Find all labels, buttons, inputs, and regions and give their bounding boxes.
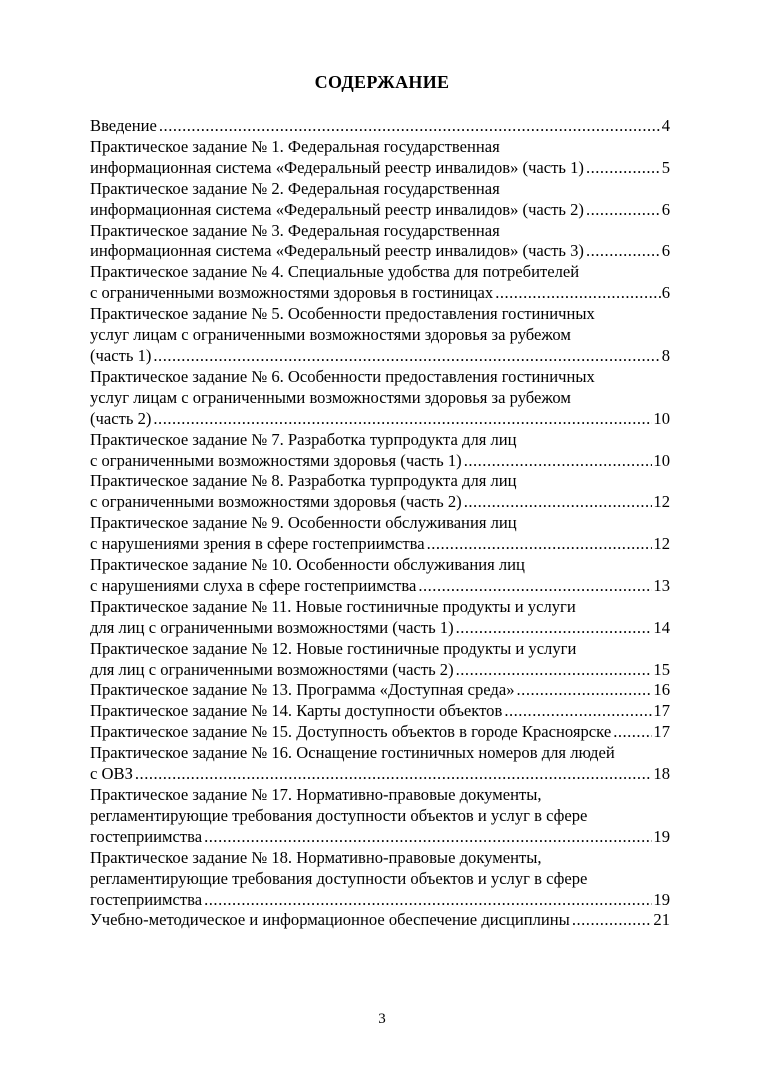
- toc-leader-dots: [204, 827, 652, 848]
- toc-entry-line: [90, 304, 670, 325]
- toc-entry[interactable]: [90, 179, 670, 221]
- toc-page-number: 21: [653, 910, 670, 930]
- toc-leader-dots: [153, 409, 652, 430]
- toc-entry-text: Практическое задание № 10. Особенности обслуживания лиц: [90, 555, 525, 575]
- toc-entry[interactable]: [90, 848, 670, 911]
- toc-leader-dots: [586, 158, 661, 179]
- toc-entry-text: информационная система «Федеральный реестр инвалидов» (часть 2): [90, 199, 584, 219]
- toc-entry[interactable]: [90, 701, 670, 722]
- toc-entry-text: Практическое задание № 7. Разработка турпродукта для лиц: [90, 429, 517, 449]
- toc-entry-text: Введение: [90, 116, 157, 135]
- toc-entry-line: [90, 137, 670, 158]
- toc-page-number: 10: [653, 450, 670, 470]
- toc-leader-dots: [456, 618, 653, 639]
- toc-leader-dots: [517, 680, 653, 701]
- toc-entry-line: [90, 660, 670, 681]
- toc-entry-line: [90, 785, 670, 806]
- toc-entry[interactable]: [90, 262, 670, 304]
- toc-entry-line: [90, 743, 670, 764]
- toc-entry[interactable]: [90, 743, 670, 785]
- toc-entry[interactable]: [90, 597, 670, 639]
- toc-entry-text: Практическое задание № 17. Нормативно-правовые документы,: [90, 785, 542, 804]
- toc-page-number: 6: [661, 241, 670, 261]
- toc-entry-text: Практическое задание № 1. Федеральная государственная: [90, 136, 500, 156]
- toc-entry-text: Практическое задание № 4. Специальные удобства для потребителей: [90, 262, 580, 282]
- toc-entry[interactable]: [90, 221, 670, 263]
- toc-page-number: 13: [653, 575, 670, 595]
- toc-leader-dots: [572, 910, 653, 931]
- toc-entry-text: с ограниченными возможностями здоровья в гостиницах: [90, 283, 494, 303]
- toc-entry-line: [90, 346, 670, 367]
- toc-entry-line: [90, 158, 670, 179]
- toc-entry-line: [90, 200, 670, 221]
- toc-entry-line: [90, 890, 670, 911]
- toc-entry-line: [90, 555, 670, 576]
- toc-page-number: 15: [653, 659, 670, 679]
- toc-entry-text: регламентирующие требования доступности объектов и услуг в сфере: [90, 805, 588, 825]
- toc-entry-line: [90, 262, 670, 283]
- toc-entry-line: [90, 451, 670, 472]
- toc-entry-text: Практическое задание № 18. Нормативно-правовые документы,: [90, 847, 542, 867]
- toc-entry-text: Практическое задание № 13. Программа «Доступная среда»: [90, 680, 515, 700]
- toc-entry[interactable]: [90, 137, 670, 179]
- toc-entry-line: [90, 367, 670, 388]
- toc-entry-text: Учебно-методическое и информационное обеспечение дисциплины: [90, 910, 570, 930]
- toc-entry[interactable]: [90, 430, 670, 472]
- toc-leader-dots: [159, 116, 661, 137]
- toc-page-number: 17: [653, 701, 670, 721]
- toc-page-number: 17: [653, 722, 670, 742]
- toc-entry-line: [90, 827, 670, 848]
- toc-leader-dots: [504, 701, 652, 722]
- toc-entry-text: для лиц с ограниченными возможностями (часть 2): [90, 659, 454, 679]
- toc-entry-line: [90, 701, 670, 722]
- toc-page-number: 4: [661, 116, 670, 135]
- toc-entry[interactable]: [90, 513, 670, 555]
- toc-entry-text: гостеприимства: [90, 889, 203, 909]
- toc-entry-line: [90, 283, 670, 304]
- toc-entry-line: [90, 325, 670, 346]
- toc-entry-line: [90, 618, 670, 639]
- toc-page-number: 19: [653, 889, 670, 909]
- toc-leader-dots: [613, 722, 652, 743]
- toc-entry-line: [90, 471, 670, 492]
- toc-entry-text: с ограниченными возможностями здоровья (часть 1): [90, 450, 462, 470]
- toc-entry-text: с ОВЗ: [90, 764, 133, 784]
- toc-entry-text: Практическое задание № 16. Оснащение гостиничных номеров для людей: [90, 743, 615, 763]
- toc-page-number: 12: [653, 534, 670, 554]
- toc-entry-line: [90, 848, 670, 869]
- toc-entry-line: [90, 639, 670, 660]
- toc-entry-line: [90, 910, 670, 931]
- toc-entry-text: для лиц с ограниченными возможностями (часть 1): [90, 617, 454, 637]
- toc-entry-text: с нарушениями зрения в сфере гостеприимства: [90, 534, 425, 554]
- toc-entry[interactable]: [90, 722, 670, 743]
- page-number: 3: [378, 1011, 386, 1027]
- toc-entry[interactable]: [90, 471, 670, 513]
- toc-entry-line: [90, 764, 670, 785]
- toc-leader-dots: [464, 451, 653, 472]
- toc-entry-line: [90, 430, 670, 451]
- toc-leader-dots: [418, 576, 652, 597]
- toc-entry[interactable]: [90, 639, 670, 681]
- page-title: СОДЕРЖАНИЕ: [314, 72, 450, 92]
- toc-page-number: 6: [661, 283, 670, 303]
- toc-entry-text: Практическое задание № 5. Особенности предоставления гостиничных: [90, 304, 595, 324]
- toc-leader-dots: [464, 492, 653, 513]
- toc-entry[interactable]: [90, 680, 670, 701]
- toc-entry-line: [90, 597, 670, 618]
- toc-entry-text: Практическое задание № 6. Особенности предоставления гостиничных: [90, 366, 595, 386]
- toc-page-number: 14: [653, 617, 670, 637]
- toc-leader-dots: [153, 346, 660, 367]
- toc-entry-line: [90, 388, 670, 409]
- toc-entry-line: [90, 116, 670, 137]
- toc-entry-text: регламентирующие требования доступности объектов и услуг в сфере: [90, 868, 588, 888]
- toc-page-number: 5: [661, 157, 670, 177]
- toc-entry-text: с ограниченными возможностями здоровья (часть 2): [90, 492, 462, 512]
- toc-entry[interactable]: [90, 367, 670, 430]
- toc-entry-line: [90, 576, 670, 597]
- toc-entry-text: услуг лицам с ограниченными возможностями здоровья за рубежом: [90, 325, 571, 345]
- toc-page-number: 8: [661, 345, 670, 365]
- toc-entry-text: с нарушениями слуха в сфере гостеприимства: [90, 575, 417, 595]
- toc-entry-line: [90, 179, 670, 200]
- toc-leader-dots: [495, 283, 661, 304]
- table-of-contents: [90, 116, 670, 931]
- toc-entry-text: Практическое задание № 11. Новые гостиничные продукты и услуги: [90, 596, 576, 616]
- toc-page-number: 19: [653, 826, 670, 846]
- toc-entry-text: гостеприимства: [90, 826, 203, 846]
- toc-page-number: 18: [653, 764, 670, 784]
- toc-entry[interactable]: [90, 304, 670, 367]
- toc-entry-line: [90, 221, 670, 242]
- toc-page-number: 16: [653, 680, 670, 700]
- toc-entry-text: Практическое задание № 9. Особенности обслуживания лиц: [90, 513, 517, 533]
- toc-leader-dots: [427, 534, 653, 555]
- toc-entry-text: Практическое задание № 3. Федеральная государственная: [90, 220, 500, 240]
- toc-entry-line: [90, 806, 670, 827]
- toc-entry-line: [90, 680, 670, 701]
- toc-entry-line: [90, 869, 670, 890]
- toc-entry-line: [90, 241, 670, 262]
- toc-entry-text: Практическое задание № 14. Карты доступности объектов: [90, 701, 503, 721]
- toc-entry[interactable]: [90, 785, 670, 848]
- toc-entry-line: [90, 409, 670, 430]
- toc-leader-dots: [586, 241, 661, 262]
- toc-leader-dots: [456, 660, 653, 681]
- toc-entry-line: [90, 534, 670, 555]
- toc-entry-text: Практическое задание № 8. Разработка турпродукта для лиц: [90, 471, 517, 491]
- toc-entry[interactable]: [90, 910, 670, 931]
- toc-entry[interactable]: [90, 555, 670, 597]
- toc-entry-text: услуг лицам с ограниченными возможностями здоровья за рубежом: [90, 387, 571, 407]
- toc-leader-dots: [135, 764, 653, 785]
- toc-entry-text: Практическое задание № 12. Новые гостиничные продукты и услуги: [90, 638, 577, 658]
- toc-entry-text: Практическое задание № 15. Доступность объектов в городе Красноярске: [90, 722, 612, 742]
- toc-leader-dots: [586, 200, 661, 221]
- toc-page-number: 6: [661, 199, 670, 219]
- toc-entry-text: информационная система «Федеральный реестр инвалидов» (часть 1): [90, 157, 584, 177]
- toc-entry-text: Практическое задание № 2. Федеральная государственная: [90, 178, 500, 198]
- toc-page-number: 12: [653, 492, 670, 512]
- toc-entry-text: информационная система «Федеральный реестр инвалидов» (часть 3): [90, 241, 584, 261]
- toc-entry-line: [90, 492, 670, 513]
- toc-entry[interactable]: [90, 116, 670, 137]
- toc-leader-dots: [204, 890, 652, 911]
- toc-entry-line: [90, 513, 670, 534]
- toc-entry-line: [90, 722, 670, 743]
- toc-entry-text: (часть 1): [90, 345, 152, 365]
- toc-page-number: 10: [653, 408, 670, 428]
- toc-entry-text: (часть 2): [90, 408, 152, 428]
